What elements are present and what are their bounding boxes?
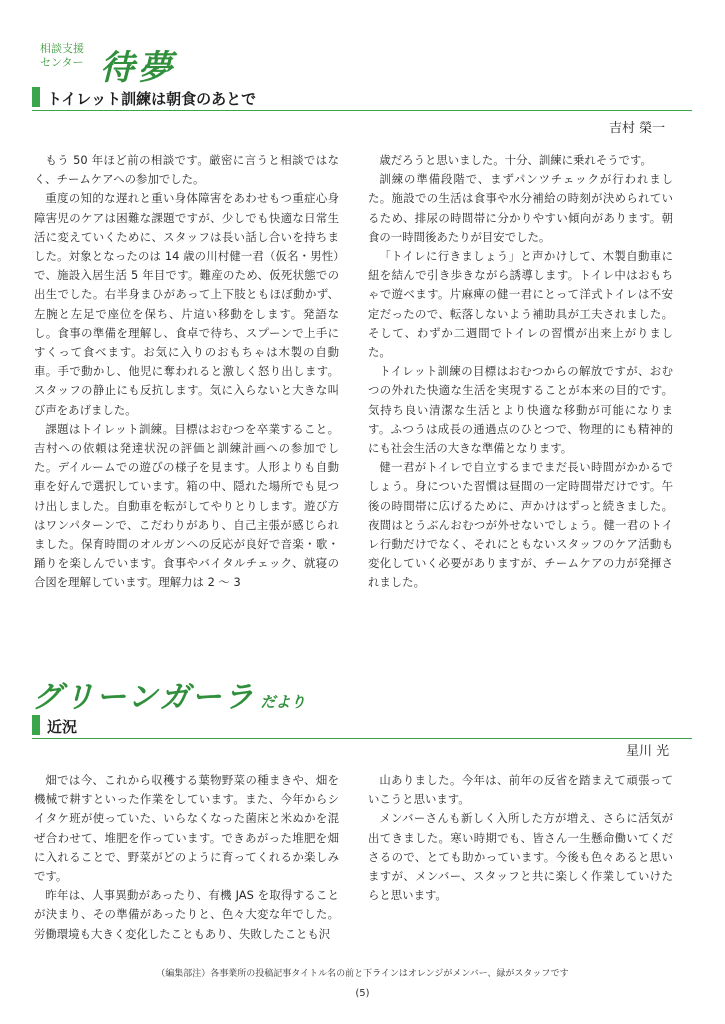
paragraph: トイレット訓練の目標はおむつからの解放ですが、おむつの外れた快適な生活を実現することが本来の目的です。気持ち良い清潔な生活とより快適な移動が可能になります。ふつうは成長の通過点のひとつで、物理的にも精神的にも社会生活の大きな準備となります。 (368, 364, 673, 456)
green-gala-title: グリーンガーラ (32, 680, 256, 715)
paragraph: 山ありました。今年は、前年の反省を踏まえて頑張っていこうと思います。 (368, 773, 673, 807)
article2-right-column (368, 771, 673, 905)
paragraph: もう 50 年ほど前の相談です。厳密に言うと相談ではなく、チームケアへの参加でした。 (34, 153, 339, 187)
article2-title: 近況 (47, 718, 78, 736)
paragraph: 訓練の準備段階で、まずパンツチェックが行われました。施設での生活は食事や水分補給の時刻が決められているため、排尿の時間帯に分かりやすい傾向があります。朝食の一時間後あたりが目安でした。 (368, 172, 673, 244)
logo-taimu: 待夢 (100, 48, 176, 88)
paragraph: 課題はトイレット訓練。目標はおむつを卒業すること。吉村への依頼は発達状況の評価と訓練計画への参加でした。デイルームでの遊びの様子を見ます。人形よりも自動車を好んで選択しています。箱の中、隠れた場所でも見つけ出しました。自動車を転がしてやりとりします。遊び方はワンパターンで、こだわりがあり、自己主張が感じられました。保育時間のオルガンへの反応が良好で音楽・歌・踊りを楽しんでいます。食事やバイタルチェック、就寝の合図を理解しています。理解力は 2 ～ 3 (34, 421, 339, 590)
article2-title-underline (32, 738, 692, 739)
paragraph: 重度の知的な遅れと重い身体障害をあわせもつ重症心身障害児のケアは困難な課題ですが、少しでも快適な日常生活に変えていくために、スタッフは長い話し合いを持ちました。対象となったのは 14 歳の川村健一君（仮名・男性）で、施設入居生活 5 年目です。難産のため、仮死状態での出生でした。右半身まひがあって上下肢ともほぼ動かず、左腕と左足で座位を保ち、片這い移動をします。発語なし。食事の準備を理解し、食卓で待ち、スプーンで上手にすくって食べます。お気に入りのおもちゃは木製の自動車。手で動かし、他児に奪われると激しく怒り出します。スタッフの静止にも反抗します。気に入らないと大きな叫び声をあげました。 (34, 191, 339, 417)
paragraph: 健一君がトイレで自立するまでまだ長い時間がかかるでしょう。身についた習慣は昼間の一定時間帯だけです。午後の時間帯に広げるために、声かけはずっと続きました。夜間はとうぶんおむつが外せないでしょう。健一君のトイレ行動だけでなく、それにともないスタッフのケア活動も変化していく必要がありますが、チームケアの力が発揮されました。 (368, 460, 673, 590)
title-bar-marker (32, 715, 40, 735)
article1-left-column (34, 151, 339, 593)
paragraph: 昨年は、人事異動があったり、有機 JAS を取得することが決まり、その準備があったりと、色々大変な年でした。労働環境も大きく変化したこともあり、失敗したことも沢 (34, 888, 339, 941)
section-label (40, 42, 84, 70)
paragraph: 歳だろうと思いました。十分、訓練に乗れそうです。 (379, 153, 652, 167)
article2-left-column (34, 771, 339, 944)
green-gala-subtitle: だより (260, 693, 306, 711)
article1-title-underline (32, 110, 692, 111)
section-label-line2: センター (40, 56, 84, 69)
green-gala-logo (32, 672, 306, 716)
paragraph: メンバーさんも新しく入所した方が増え、さらに活気が出てきました。寒い時期でも、皆さん一生懸命働いてくださるので、とても助かっています。今後も色々あると思いますが、メンバー、スタッフと共に楽しく作業していけたらと思います。 (368, 811, 673, 903)
article1-title: トイレット訓練は朝食のあとで (47, 90, 257, 108)
article2-author: 星川 光 (626, 744, 670, 759)
paragraph: 「トイレに行きましょう」と声かけして、木製自動車に紐を結んで引き歩きながら誘導します。トイレ中はおもちゃで遊べます。片麻痺の健一君にとって洋式トイレは不安定だったので、転落しないよう補助具が工夫されました。そして、わずか二週間でトイレの習慣が出来上がりました。 (368, 249, 673, 360)
article1-author: 吉村 榮一 (609, 121, 666, 136)
page-number: (5) (355, 988, 370, 999)
article1-right-column (368, 151, 673, 593)
paragraph: 畑では今、これから収穫する葉物野菜の種まきや、畑を機械で耕すといった作業をしています。また、今年からシイタケ班が使っていた、いらなくなった菌床と米ぬかを混ぜ合わせて、堆肥を作っています。できあがった堆肥を畑に入れることで、野菜がどのように育ってくれるか楽しみです。 (34, 773, 339, 884)
section-label-line1: 相談支援 (40, 42, 84, 55)
editor-footnote: （編集部注）各事業所の投稿記事タイトル名の前と下ラインはオレンジがメンバー、緑がスタッフです (156, 969, 569, 979)
title-bar-marker (32, 87, 40, 107)
